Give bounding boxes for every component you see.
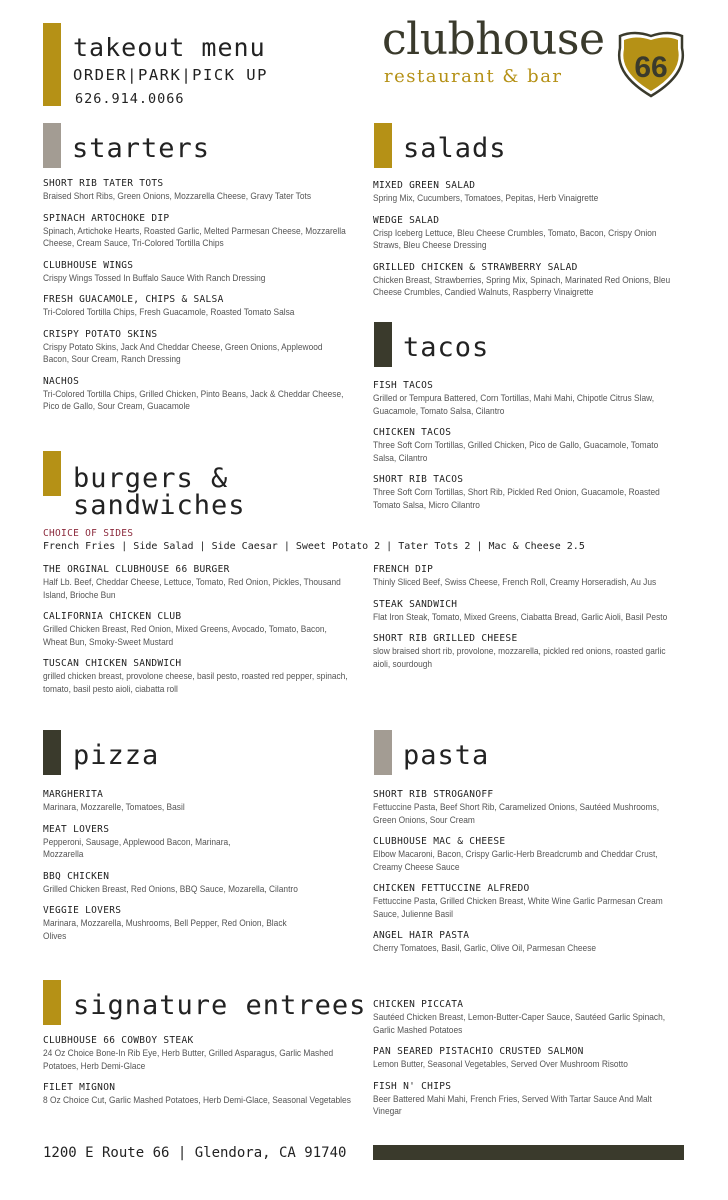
menu-item: [373, 1080, 683, 1118]
item-desc: Beer Battered Mahi Mahi, French Fries, Served With Tartar Sauce And Malt Vinegar: [373, 1093, 652, 1116]
menu-item: [43, 1081, 353, 1107]
item-name: SHORT RIB STROGANOFF: [373, 789, 494, 800]
item-name: FRENCH DIP: [373, 564, 434, 575]
menu-title: takeout menu: [73, 33, 266, 62]
item-desc: Half Lb. Beef, Cheddar Cheese, Lettuce, Tomato, Red Onion, Pickles, Thousand Island, Brioche Bun: [43, 577, 341, 600]
item-desc: Grilled Chicken Breast, Red Onion, Mixed Greens, Avocado, Tomato, Bacon, Wheat Bun, Smoky-Sweet Mustard: [43, 624, 327, 647]
menu-item: [373, 379, 673, 417]
pasta-list: [373, 788, 678, 964]
menu-item: [43, 657, 348, 695]
starters-heading: starters: [72, 133, 211, 164]
logo-tagline: restaurant & bar: [384, 66, 563, 87]
burgers-heading-line1: burgers &: [73, 463, 229, 494]
item-desc: Marinara, Mozzarelle, Tomatoes, Basil: [43, 802, 185, 812]
salads-heading: salads: [403, 133, 507, 164]
item-desc: Three Soft Corn Tortillas, Grilled Chicken, Pico de Gallo, Guacamole, Tomato Salsa, Cilantro: [373, 440, 659, 463]
burgers-accent-bar: [43, 451, 61, 496]
item-name: FRESH GUACAMOLE, CHIPS & SALSA: [43, 294, 224, 305]
menu-item: [43, 328, 348, 366]
phone-number: 626.914.0066: [75, 91, 185, 107]
menu-item: [43, 259, 348, 285]
menu-item: [373, 598, 673, 624]
menu-item: [43, 375, 348, 413]
item-desc: Grilled or Tempura Battered, Corn Tortillas, Mahi Mahi, Chipotle Citrus Slaw, Guacamole, Tomato Salsa, Cilantro: [373, 393, 655, 416]
item-desc: Spring Mix, Cucumbers, Tomatoes, Pepitas, Herb Vinaigrette: [373, 193, 599, 203]
menu-item: [373, 426, 673, 464]
item-desc: Three Soft Corn Tortillas, Short Rib, Pickled Red Onion, Guacamole, Roasted Tomato Salsa, Micro Cilantro: [373, 487, 660, 510]
starters-accent-bar: [43, 123, 61, 168]
item-name: STEAK SANDWICH: [373, 598, 458, 610]
tacos-list: [373, 379, 673, 520]
item-desc: Braised Short Ribs, Green Onions, Mozzarella Cheese, Gravy Tater Tots: [43, 191, 312, 201]
item-name: BBQ CHICKEN: [43, 870, 110, 882]
item-desc: 8 Oz Choice Cut, Garlic Mashed Potatoes, Herb Demi-Glace, Seasonal Vegetables: [43, 1095, 351, 1105]
menu-item: [43, 610, 348, 648]
item-desc: Crispy Wings Tossed In Buffalo Sauce With Ranch Dressing: [43, 272, 266, 283]
pizza-heading: pizza: [73, 740, 160, 771]
item-desc: Spinach, Artichoke Hearts, Roasted Garlic, Melted Parmesan Cheese, Mozzarella Cheese, Cream Sauce, Tri-Colored Tortilla Chips: [43, 225, 346, 248]
entrees-heading: signature entrees: [73, 990, 367, 1021]
item-name: FILET MIGNON: [43, 1082, 116, 1093]
item-desc: Grilled Chicken Breast, Red Onions, BBQ Sauce, Mozarella, Cilantro: [43, 883, 298, 894]
item-desc: Tri-Colored Tortilla Chips, Grilled Chicken, Pinto Beans, Jack & Cheddar Cheese, Pico de Gallo, Sour Cream, Guacamole: [43, 388, 344, 411]
burgers-heading-line2: sandwiches: [73, 490, 246, 521]
menu-item: [43, 870, 348, 896]
choice-of-sides-label: CHOICE OF SIDES: [43, 528, 134, 539]
menu-item: [373, 1045, 683, 1071]
pizza-list: [43, 788, 348, 951]
tacos-accent-bar: [374, 322, 392, 367]
item-desc: Cherry Tomatoes, Basil, Garlic, Olive Oil, Parmesan Cheese: [373, 943, 597, 953]
item-desc: Tri-Colored Tortilla Chips, Fresh Guacamole, Roasted Tomato Salsa: [43, 307, 295, 317]
menu-item: [43, 293, 348, 319]
item-name: CALIFORNIA CHICKEN CLUB: [43, 611, 182, 622]
item-name: WEDGE SALAD: [373, 214, 440, 226]
item-desc: slow braised short rib, provolone, mozzarella, pickled red onions, roasted garlic aioli, sourdough: [373, 646, 666, 669]
item-name: VEGGIE LOVERS: [43, 905, 122, 916]
entrees-accent-bar: [43, 980, 61, 1025]
item-name: CHICKEN FETTUCCINE ALFREDO: [373, 883, 530, 894]
item-name: SHORT RIB GRILLED CHEESE: [373, 633, 518, 644]
menu-item: [43, 563, 348, 601]
footer-bar: [373, 1145, 684, 1160]
entrees-list-left: [43, 1034, 353, 1116]
pasta-accent-bar: [374, 730, 392, 775]
item-name: MEAT LOVERS: [43, 823, 110, 835]
item-name: NACHOS: [43, 375, 80, 387]
menu-item: [43, 904, 348, 942]
item-desc: Chicken Breast, Strawberries, Spring Mix, Spinach, Marinated Red Onions, Bleu Cheese Crumbles, Candied Walnuts, Raspberry Vinaigrette: [373, 274, 671, 297]
item-name: CLUBHOUSE WINGS: [43, 259, 134, 271]
route-66-shield-icon: [614, 30, 688, 104]
item-name: CLUBHOUSE MAC & CHEESE: [373, 836, 506, 847]
burgers-list-right: [373, 563, 673, 679]
menu-item: [373, 929, 678, 955]
item-name: SHORT RIB TATER TOTS: [43, 178, 164, 189]
item-name: PAN SEARED PISTACHIO CRUSTED SALMON: [373, 1046, 584, 1057]
item-desc: Crispy Potato Skins, Jack And Cheddar Cheese, Green Onions, Applewood Bacon, Sour Cream, Ranch Dressing: [43, 341, 323, 364]
item-name: CRISPY POTATO SKINS: [43, 328, 158, 340]
item-name: TUSCAN CHICKEN SANDWICH: [43, 658, 182, 669]
menu-item: [373, 261, 673, 299]
menu-item: [373, 788, 678, 826]
menu-item: [43, 823, 348, 861]
item-desc: 24 Oz Choice Bone-In Rib Eye, Herb Butter, Grilled Asparagus, Garlic Mashed Potatoes, Herb Demi-Glace: [43, 1048, 334, 1071]
item-name: SHORT RIB TACOS: [373, 474, 464, 485]
menu-item: [43, 212, 348, 250]
item-name: CLUBHOUSE 66 COWBOY STEAK: [43, 1035, 194, 1046]
header-accent-bar: [43, 23, 61, 106]
item-desc: grilled chicken breast, provolone cheese, basil pesto, roasted red pepper, spinach, tomato, basil pesto aioli, ciabatta roll: [43, 671, 348, 694]
item-desc: Sautéed Chicken Breast, Lemon-Butter-Caper Sauce, Sautéed Garlic Spinach, Garlic Mashed Potatoes: [373, 1012, 666, 1035]
restaurant-address: 1200 E Route 66 | Glendora, CA 91740: [43, 1145, 347, 1161]
menu-item: [373, 998, 683, 1036]
item-name: GRILLED CHICKEN & STRAWBERRY SALAD: [373, 261, 578, 273]
item-name: CHICKEN TACOS: [373, 427, 452, 438]
item-desc: Crisp Iceberg Lettuce, Bleu Cheese Crumbles, Tomato, Bacon, Crispy Onion Straws, Bleu Cheese Dressing: [373, 227, 657, 250]
item-desc: Lemon Butter, Seasonal Vegetables, Served Over Mushroom Risotto: [373, 1059, 628, 1069]
item-name: MIXED GREEN SALAD: [373, 180, 476, 191]
burgers-list-left: [43, 563, 348, 704]
menu-item: [373, 214, 673, 252]
menu-item: [373, 473, 673, 511]
menu-item: [373, 835, 678, 873]
tacos-heading: tacos: [403, 332, 490, 363]
menu-item: [373, 882, 678, 920]
item-name: CHICKEN PICCATA: [373, 999, 464, 1010]
item-desc: Marinara, Mozzarella, Mushrooms, Bell Pepper, Red Onion, Black Olives: [43, 918, 287, 941]
item-desc: Elbow Macaroni, Bacon, Crispy Garlic-Herb Breadcrumb and Cheddar Crust, Creamy Cheese Sauce: [373, 849, 658, 872]
menu-item: [373, 632, 673, 670]
menu-item: [373, 563, 673, 589]
entrees-list-right: [373, 998, 683, 1127]
item-name: SPINACH ARTOCHOKE DIP: [43, 212, 170, 224]
salads-accent-bar: [374, 123, 392, 168]
item-desc: Fettuccine Pasta, Grilled Chicken Breast, White Wine Garlic Parmesan Cream Sauce, Julienne Basil: [373, 896, 663, 919]
menu-subtitle: ORDER|PARK|PICK UP: [73, 66, 268, 84]
item-name: FISH N' CHIPS: [373, 1080, 452, 1092]
menu-item: [373, 179, 673, 205]
logo-wordmark: clubhouse: [382, 14, 605, 65]
pizza-accent-bar: [43, 730, 61, 775]
item-name: MARGHERITA: [43, 789, 104, 800]
item-name: FISH TACOS: [373, 380, 434, 391]
sides-options: French Fries | Side Salad | Side Caesar | Sweet Potato 2 | Tater Tots 2 | Mac & Cheese 2.5: [43, 541, 585, 552]
item-desc: Fettuccine Pasta, Beef Short Rib, Caramelized Onions, Sautéed Mushrooms, Green Onions, Sour Cream: [373, 802, 660, 825]
item-name: THE ORGINAL CLUBHOUSE 66 BURGER: [43, 564, 230, 575]
item-desc: Flat Iron Steak, Tomato, Mixed Greens, Ciabatta Bread, Garlic Aioli, Basil Pesto: [373, 611, 668, 622]
salads-list: [373, 179, 673, 308]
logo-badge-number: 66: [634, 51, 668, 84]
item-name: ANGEL HAIR PASTA: [373, 930, 470, 941]
item-desc: Thinly Sliced Beef, Swiss Cheese, French Roll, Creamy Horseradish, Au Jus: [373, 577, 657, 587]
menu-item: [43, 788, 348, 814]
item-desc: Pepperoni, Sausage, Applewood Bacon, Marinara, Mozzarella: [43, 836, 231, 859]
menu-item: [43, 177, 348, 203]
pasta-heading: pasta: [403, 740, 490, 771]
starters-list: [43, 177, 348, 422]
menu-item: [43, 1034, 353, 1072]
